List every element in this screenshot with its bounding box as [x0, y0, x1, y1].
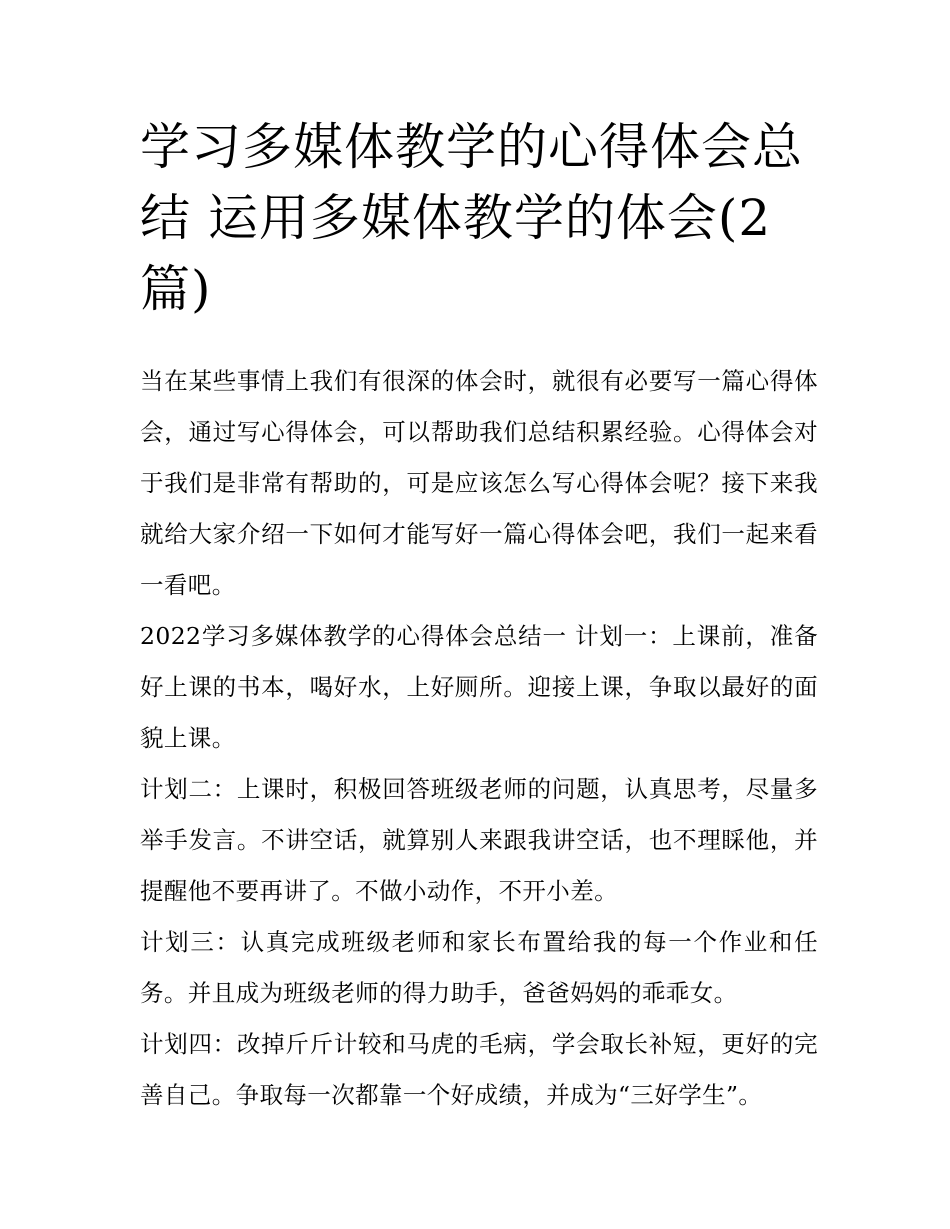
document-body	[140, 356, 818, 1121]
document-title: 学习多媒体教学的心得体会总结 运用多媒体教学的体会(2篇)	[140, 118, 803, 318]
paragraph-intro: 当在某些事情上我们有很深的体会时，就很有必要写一篇心得体会，通过写心得体会，可以帮助我们总结积累经验。心得体会对于我们是非常有帮助的，可是应该怎么写心得体会呢？接下来我就给大家介绍一下如何才能写好一篇心得体会吧，我们一起来看一看吧。	[140, 367, 818, 599]
paragraph-plan-three: 计划三：认真完成班级老师和家长布置给我的每一个作业和任务。并且成为班级老师的得力助手，爸爸妈妈的乖乖女。	[140, 928, 818, 1007]
paragraph-plan-four: 计划四：改掉斤斤计较和马虎的毛病，学会取长补短，更好的完善自己。争取每一次都靠一个好成绩，并成为“三好学生”。	[140, 1030, 818, 1109]
paragraph-plan-two: 计划二：上课时，积极回答班级老师的问题，认真思考，尽量多举手发言。不讲空话，就算别人来跟我讲空话，也不理睬他，并提醒他不要再讲了。不做小动作，不开小差。	[140, 775, 818, 905]
paragraph-plan-one: 2022学习多媒体教学的心得体会总结一 计划一：上课前，准备好上课的书本，喝好水，上好厕所。迎接上课，争取以最好的面貌上课。	[140, 622, 818, 752]
